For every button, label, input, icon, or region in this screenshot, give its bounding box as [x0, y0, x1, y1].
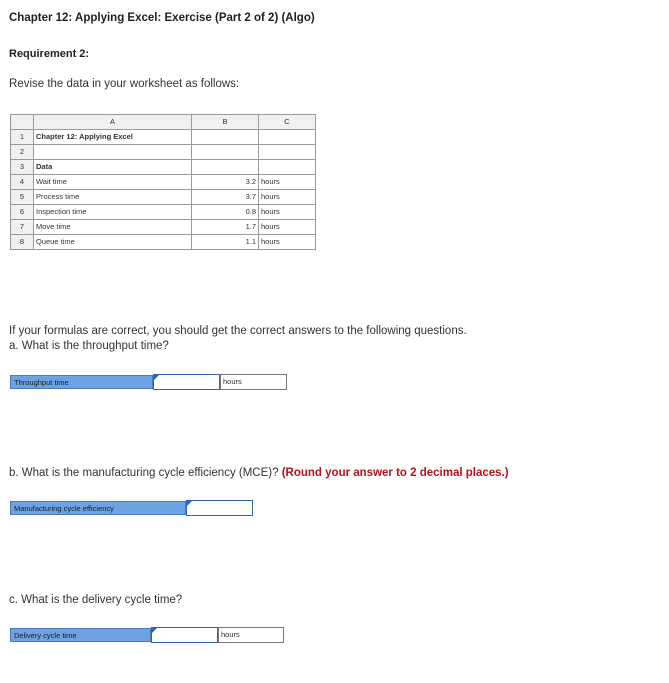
cell-c1: [259, 130, 316, 145]
cell-b4: 3.2: [192, 175, 259, 190]
page-title: Chapter 12: Applying Excel: Exercise (Part 2 of 2) (Algo): [9, 12, 315, 24]
column-header-a: A: [34, 115, 192, 130]
question-b-rounding-note: (Round your answer to 2 decimal places.): [281, 467, 509, 479]
column-header-c: C: [259, 115, 316, 130]
throughput-time-unit: hours: [220, 374, 287, 390]
table-row: [11, 235, 316, 250]
cell-b5: 3.7: [192, 190, 259, 205]
table-row: [11, 220, 316, 235]
table-row: [11, 175, 316, 190]
cell-a6: Inspection time: [34, 205, 192, 220]
delivery-cycle-time-input[interactable]: [151, 627, 218, 643]
table-row: [11, 190, 316, 205]
cell-a3: Data: [34, 160, 192, 175]
question-b-body: b. What is the manufacturing cycle efficiency (MCE)?: [9, 467, 279, 479]
mce-input[interactable]: [186, 500, 253, 516]
requirement-heading: Requirement 2:: [9, 48, 90, 60]
row-number: 4: [11, 175, 34, 190]
cell-c5: hours: [259, 190, 316, 205]
mce-label: Manufacturing cycle efficiency: [10, 501, 186, 515]
worksheet-table: [10, 114, 316, 250]
cell-b1: [192, 130, 259, 145]
cell-c6: hours: [259, 205, 316, 220]
question-a-text: a. What is the throughput time?: [9, 340, 169, 352]
row-number: 5: [11, 190, 34, 205]
table-row: [11, 130, 316, 145]
row-number: 6: [11, 205, 34, 220]
table-row: [11, 205, 316, 220]
column-header-b: B: [192, 115, 259, 130]
cell-a1: Chapter 12: Applying Excel: [34, 130, 192, 145]
question-b-text: [9, 467, 509, 479]
intro-text: Revise the data in your worksheet as follows:: [9, 78, 240, 90]
row-number: 3: [11, 160, 34, 175]
cell-b8: 1.1: [192, 235, 259, 250]
cell-b6: 0.8: [192, 205, 259, 220]
table-row: [11, 145, 316, 160]
cell-c4: hours: [259, 175, 316, 190]
cell-b7: 1.7: [192, 220, 259, 235]
cell-b2: [192, 145, 259, 160]
cell-b3: [192, 160, 259, 175]
cell-a7: Move time: [34, 220, 192, 235]
delivery-cycle-time-label: Delivery cycle time: [10, 628, 151, 642]
question-c-text: c. What is the delivery cycle time?: [9, 594, 183, 606]
cell-a2: [34, 145, 192, 160]
cell-c7: hours: [259, 220, 316, 235]
cell-a8: Queue time: [34, 235, 192, 250]
row-number: 2: [11, 145, 34, 160]
throughput-time-label: Throughput time: [10, 375, 153, 389]
row-number: 8: [11, 235, 34, 250]
column-header-row: [11, 115, 316, 130]
delivery-cycle-time-unit: hours: [218, 627, 284, 643]
throughput-time-input[interactable]: [153, 374, 220, 390]
cell-a5: Process time: [34, 190, 192, 205]
questions-intro: If your formulas are correct, you should get the correct answers to the following questions.: [9, 325, 467, 337]
corner-cell: [11, 115, 34, 130]
cell-a4: Wait time: [34, 175, 192, 190]
row-number: 7: [11, 220, 34, 235]
cell-c3: [259, 160, 316, 175]
table-row: [11, 160, 316, 175]
cell-c2: [259, 145, 316, 160]
cell-c8: hours: [259, 235, 316, 250]
row-number: 1: [11, 130, 34, 145]
